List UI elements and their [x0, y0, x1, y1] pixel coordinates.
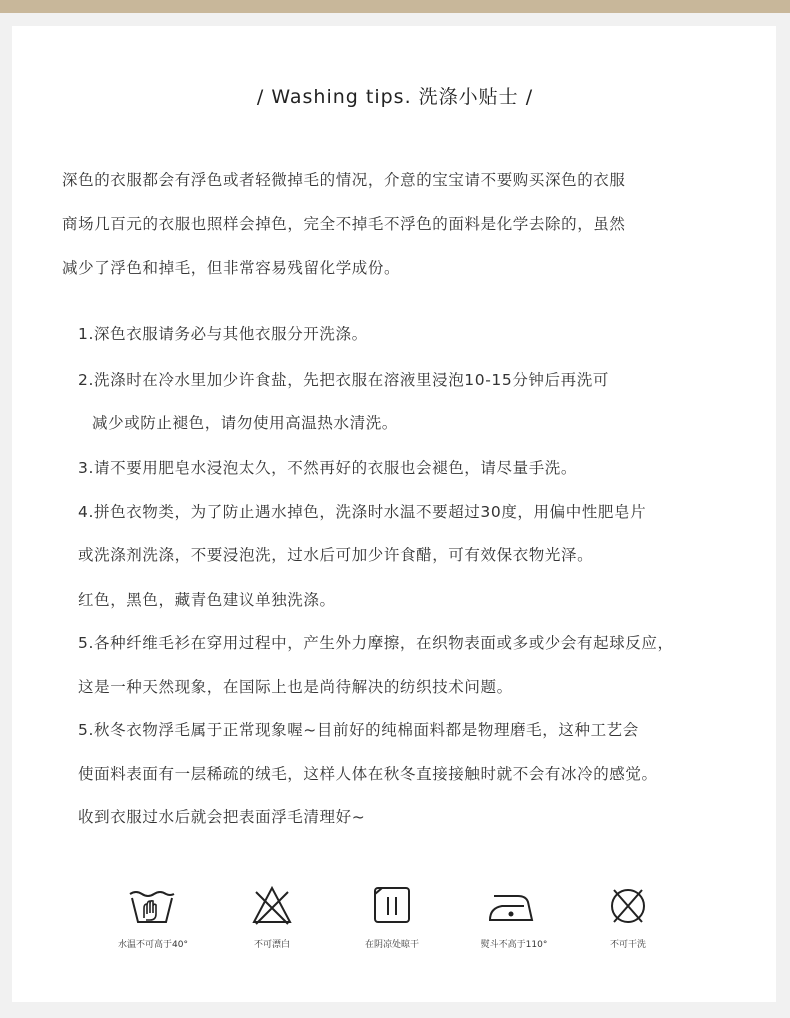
top-accent-bar — [0, 0, 790, 13]
iron-icon — [484, 884, 544, 928]
tip-line-12: 收到衣服过水后就会把表面浮毛清理好~ — [78, 808, 366, 826]
tip-line-8: 5.各种纤维毛衫在穿用过程中，产生外力摩擦，在织物表面或多或少会有起球反应， — [78, 634, 674, 652]
dry-in-shade-label: 在阴凉处晾干 — [364, 940, 419, 950]
hand-wash-label: 水温不可高于40° — [118, 940, 188, 950]
tip-line-1: 1.深色衣服请务必与其他衣服分开洗涤。 — [78, 325, 368, 343]
dry-in-shade-icon — [362, 884, 422, 928]
tip-line-7: 红色，黑色，藏青色建议单独洗涤。 — [78, 591, 336, 609]
do-not-dry-clean-label: 不可干洗 — [609, 940, 646, 950]
hand-wash-icon — [122, 884, 182, 928]
tip-line-3: 减少或防止褪色，请勿使用高温热水清洗。 — [92, 414, 398, 432]
intro-line-2: 商场几百元的衣服也照样会掉色，完全不掉毛不浮色的面料是化学去除的，虽然 — [62, 215, 626, 233]
tip-line-5: 4.拼色衣物类，为了防止遇水掉色，洗涤时水温不要超过30度，用偏中性肥皂片 — [78, 503, 647, 521]
tip-line-9: 这是一种天然现象，在国际上也是尚待解决的纺织技术问题。 — [78, 678, 513, 696]
iron-label: 熨斗不高于110° — [480, 940, 548, 950]
tip-line-2: 2.洗涤时在冷水里加少许食盐，先把衣服在溶液里浸泡10-15分钟后再洗可 — [78, 371, 609, 389]
intro-line-1: 深色的衣服都会有浮色或者轻微掉毛的情况，介意的宝宝请不要购买深色的衣服 — [62, 171, 626, 189]
do-not-dry-clean-icon — [598, 884, 658, 928]
care-icons-row — [0, 880, 790, 960]
tip-line-6: 或洗涤剂洗涤，不要浸泡洗，过水后可加少许食醋，可有效保衣物光泽。 — [78, 546, 594, 564]
tip-line-4: 3.请不要用肥皂水浸泡太久，不然再好的衣服也会褪色，请尽量手洗。 — [78, 459, 577, 477]
tip-line-10: 5.秋冬衣物浮毛属于正常现象喔~目前好的纯棉面料都是物理磨毛，这种工艺会 — [78, 721, 639, 739]
tip-line-11: 使面料表面有一层稀疏的绒毛，这样人体在秋冬直接接触时就不会有冰冷的感觉。 — [78, 765, 658, 783]
do-not-bleach-label: 不可漂白 — [253, 940, 290, 950]
intro-line-3: 减少了浮色和掉毛，但非常容易残留化学成份。 — [62, 259, 401, 277]
page-title: / Washing tips. 洗涤小贴士 / — [256, 86, 534, 108]
do-not-bleach-icon — [242, 884, 302, 928]
